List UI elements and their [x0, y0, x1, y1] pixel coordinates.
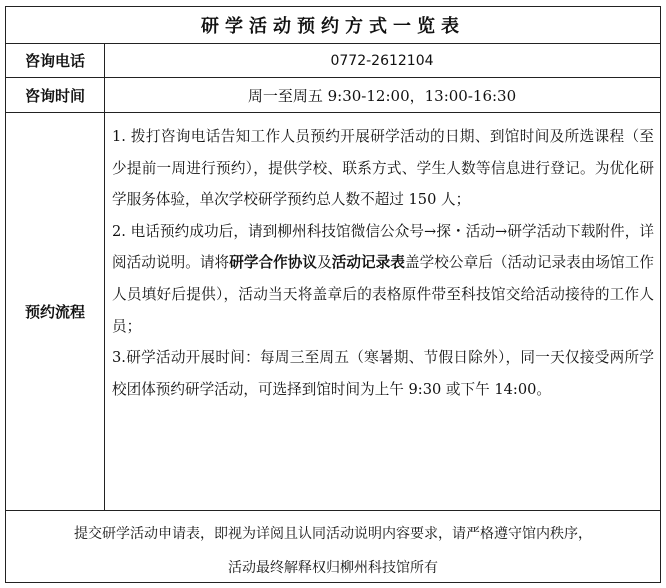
hours-label: 咨询时间 [6, 78, 105, 112]
process-step-1: 1. 拨打咨询电话告知工作人员预约开展研学活动的日期、到馆时间及所选课程（至少提前一周进行预约），提供学校、联系方式、学生人数等信息进行登记。为优化研学服务体验，单次学校研学预约总人数不超过 150 人； [112, 128, 654, 209]
phone-label: 咨询电话 [6, 44, 105, 77]
process-row [6, 113, 660, 511]
step-2-text-a: 2. 电话预约成功后，请到柳州科技馆微信公众号→探・活动→研学活动下载附件，详阅活动说明。请将 [112, 222, 654, 272]
footer-note [6, 511, 660, 582]
hours-row [6, 78, 660, 113]
step-2-text-e: 盖学校公章后（活动记录表由场馆工作人员填好后提供），活动当天将盖章后的表格原件带至科技馆交给活动接待的工作人员； [112, 254, 654, 335]
footer-line-1: 提交研学活动申请表，即视为详阅且认同活动说明内容要求，请严格遵守馆内秩序， [74, 526, 592, 542]
process-label: 预约流程 [6, 113, 105, 510]
process-step-2 [112, 216, 654, 342]
process-content [104, 113, 660, 510]
process-step-3: 3.研学活动开展时间：每周三至周五（寒暑期、节假日除外），同一天仅接受两所学校团体预约研学活动，可选择到馆时间为上午 9:30 或下午 14:00。 [112, 349, 654, 398]
step-2-text-c: 及 [317, 254, 332, 272]
phone-row [6, 44, 660, 78]
table-title: 研学活动预约方式一览表 [6, 7, 660, 44]
hours-value: 周一至周五 9:30-12:00，13:00-16:30 [247, 86, 517, 105]
appointment-table [5, 6, 661, 583]
footer-line-2: 活动最终解释权归柳州科技馆所有 [228, 560, 438, 576]
cooperation-agreement: 研学合作协议 [229, 254, 318, 272]
activity-record-form: 活动记录表 [331, 254, 405, 272]
phone-value: 0772-2612104 [330, 52, 434, 69]
